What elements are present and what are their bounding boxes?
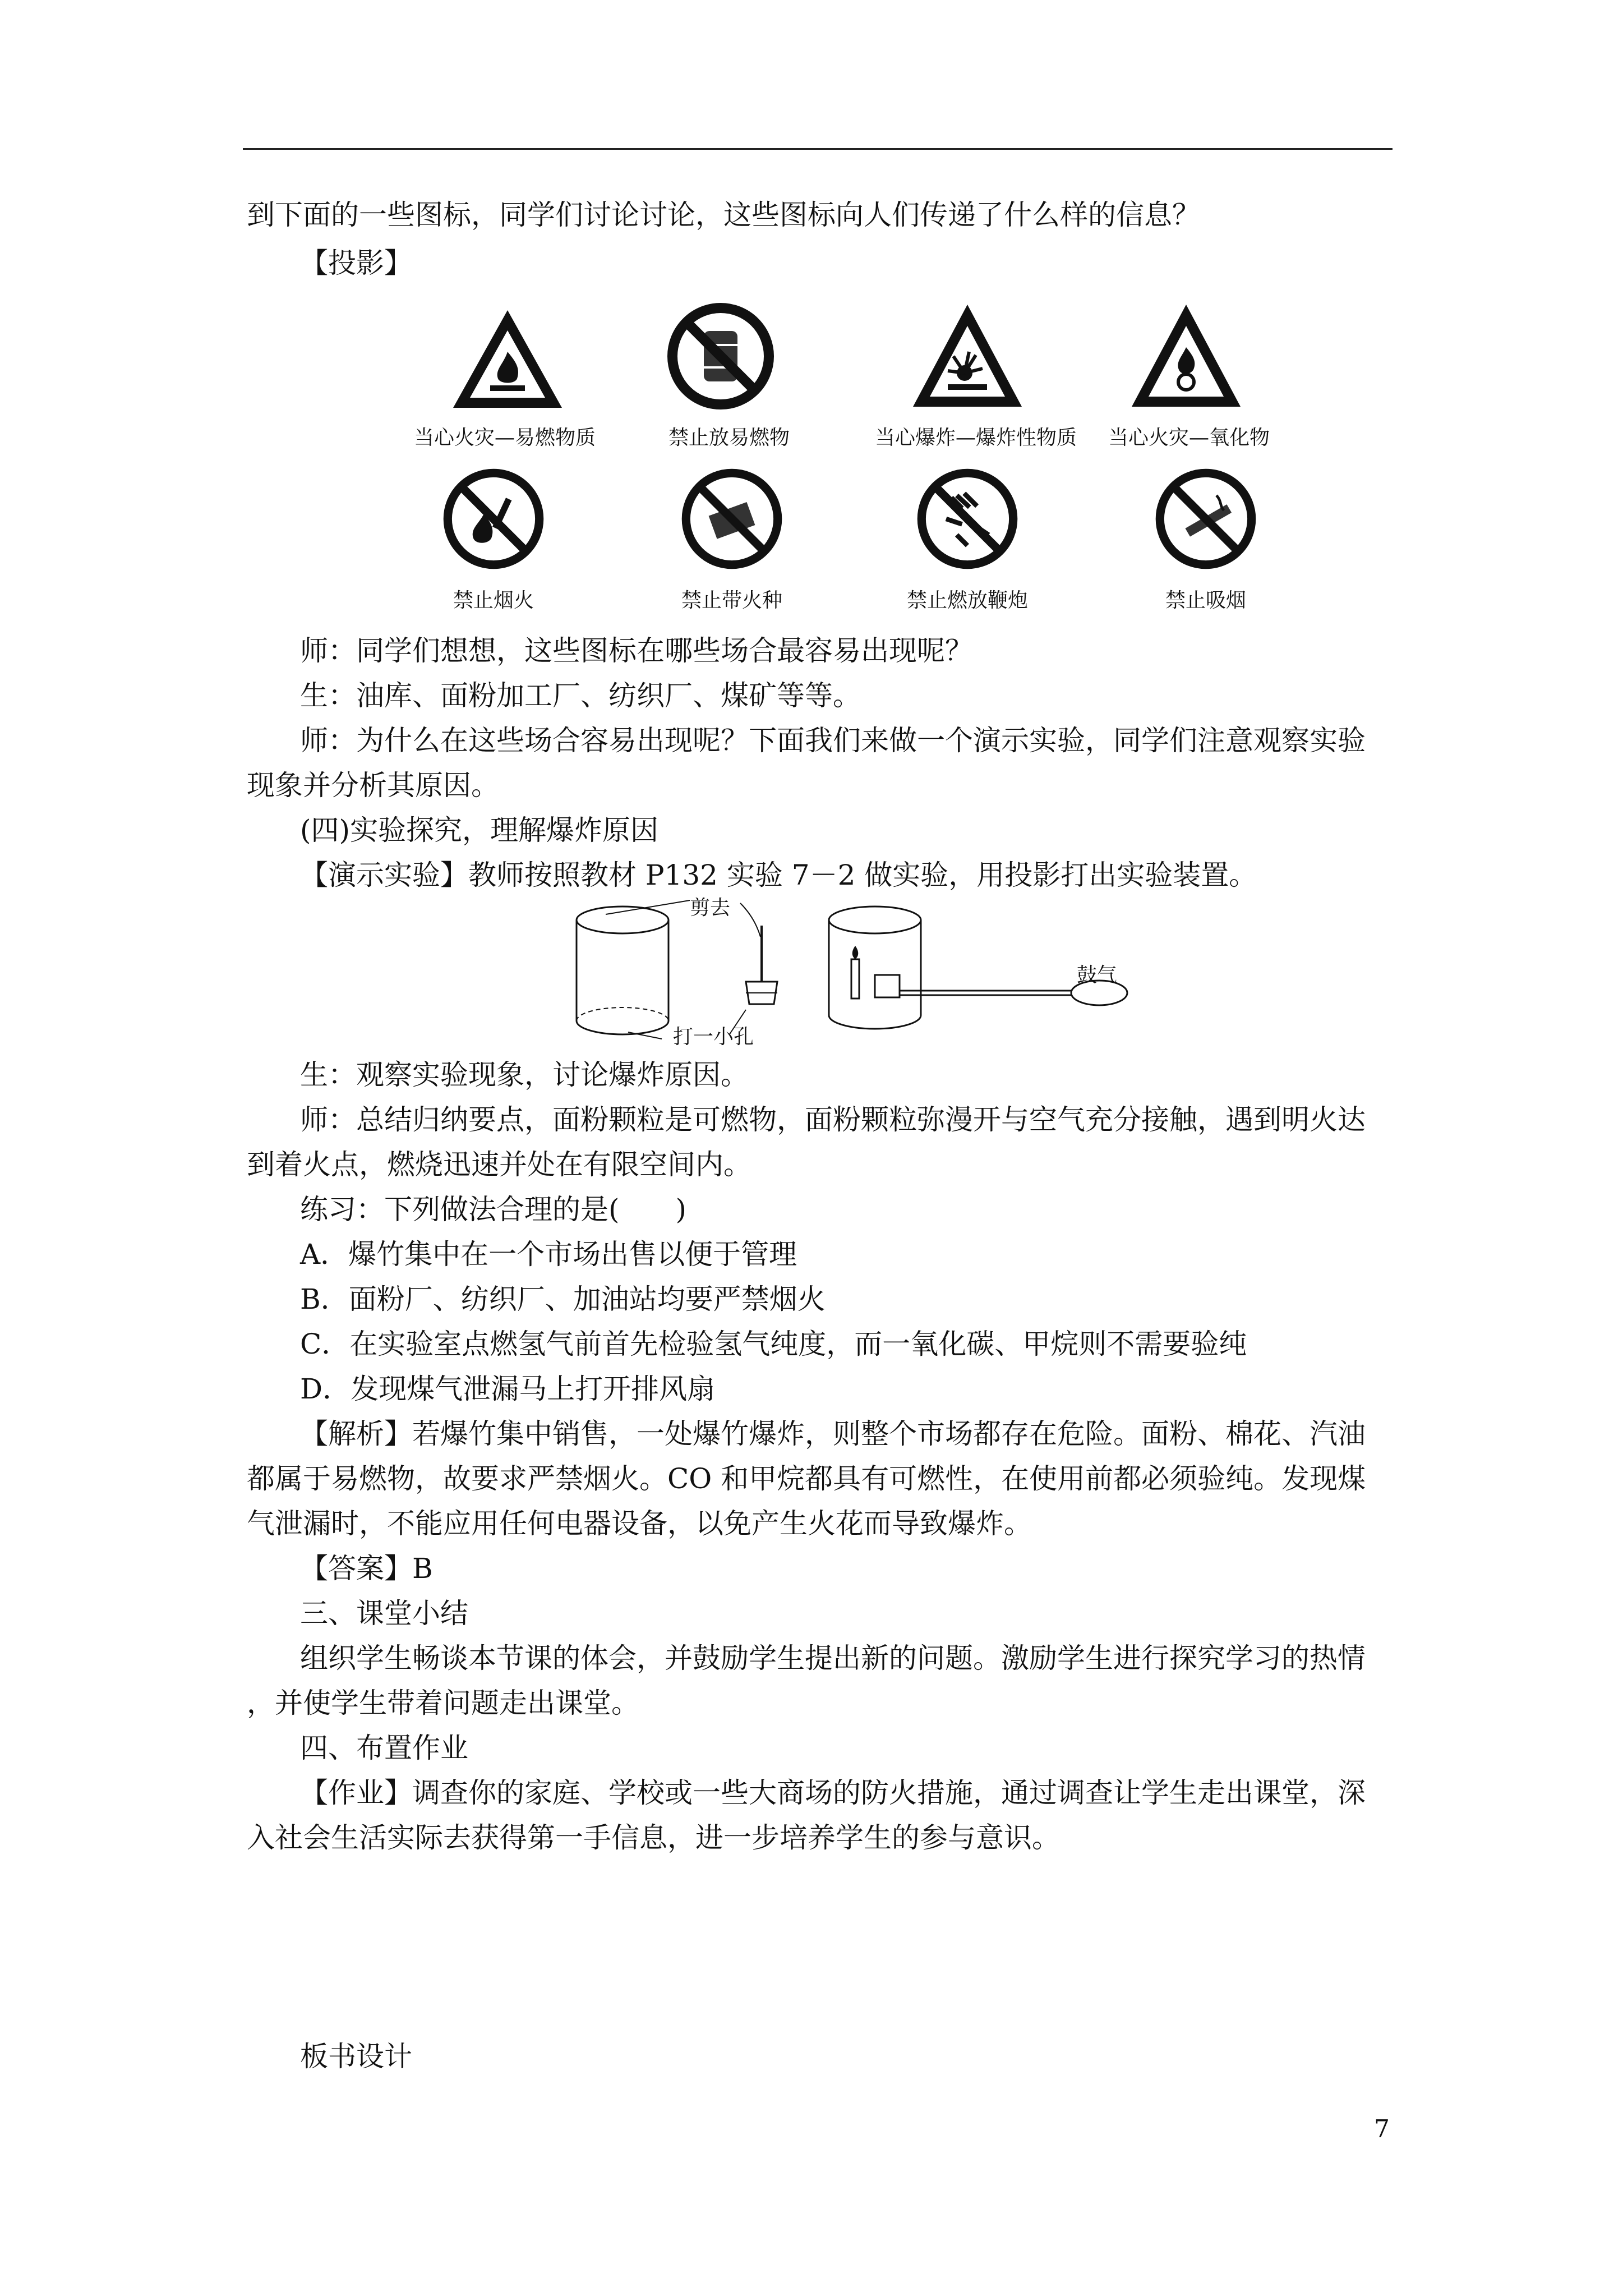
option-c: C．在实验室点燃氢气前首先检验氢气纯度，而一氧化碳、甲烷则不需要验纯: [300, 1328, 1247, 1360]
sign-caption: 禁止带火种: [681, 589, 782, 612]
homework: 【作业】调查你的家庭、学校或一些大商场的防火措施，通过调查让学生走出课堂，深: [300, 1777, 1366, 1809]
sign-caption: 当心爆炸—爆炸性物质: [874, 426, 1077, 449]
no-smoking-icon: [1152, 466, 1259, 572]
analysis: 都属于易燃物，故要求严禁烟火。CO 和甲烷都具有可燃性，在使用前都必须验纯。发现煤: [247, 1462, 1366, 1495]
no-fire-icon: [440, 466, 547, 572]
no-firecrackers-icon: [914, 466, 1021, 572]
paragraph: 师：同学们想想，这些图标在哪些场合最容易出现呢？: [300, 634, 973, 667]
header-rule: [243, 148, 1393, 150]
no-matches-icon: [679, 466, 785, 572]
diagram-label-hole: 打一小孔: [673, 1025, 754, 1048]
analysis: 【解析】若爆竹集中销售，一处爆竹爆炸，则整个市场都存在危险。面粉、棉花、汽油: [300, 1418, 1366, 1450]
explosive-warning-icon: [909, 300, 1026, 412]
sign-caption: 当心火灾—氧化物: [1108, 426, 1270, 449]
paragraph: 现象并分析其原因。: [247, 769, 499, 802]
section-heading: (四)实验探究，理解爆炸原因: [300, 814, 659, 846]
sign-caption: 禁止烟火: [453, 589, 534, 612]
exercise-question: 练习：下列做法合理的是( ): [300, 1193, 687, 1226]
diagram-label-cut: 剪去: [690, 896, 731, 919]
section-heading: 四、布置作业: [300, 1732, 468, 1764]
homework: 入社会生活实际去获得第一手信息，进一步培养学生的参与意识。: [247, 1821, 1060, 1854]
option-a: A．爆竹集中在一个市场出售以便于管理: [300, 1238, 797, 1271]
projection-tag: 【投影】: [300, 247, 412, 279]
oxidizer-warning-icon: [1127, 300, 1245, 412]
sign-caption: 禁止燃放鞭炮: [906, 589, 1028, 612]
option-d: D．发现煤气泄漏马上打开排风扇: [300, 1373, 716, 1405]
sign-caption: 禁止放易燃物: [668, 426, 790, 449]
paragraph: 组织学生畅谈本节课的体会，并鼓励学生提出新的问题。激励学生进行探究学习的热情: [300, 1642, 1366, 1674]
sign-caption: 当心火灾—易燃物质: [413, 426, 596, 449]
analysis: 气泄漏时，不能应用任何电器设备，以免产生火花而导致爆炸。: [247, 1507, 1032, 1540]
answer: 【答案】B: [300, 1552, 433, 1585]
intro-text: 到下面的一些图标，同学们讨论讨论，这些图标向人们传递了什么样的信息？: [247, 199, 1200, 231]
paragraph: ，并使学生带着问题走出课堂。: [247, 1687, 639, 1719]
sign-caption: 禁止吸烟: [1165, 589, 1246, 612]
page-number: 7: [1374, 2115, 1390, 2143]
paragraph: 到着火点，燃烧迅速并处在有限空间内。: [247, 1148, 751, 1181]
paragraph: 师：总结归纳要点，面粉颗粒是可燃物，面粉颗粒弥漫开与空气充分接触，遇到明火达: [300, 1103, 1366, 1136]
experiment-apparatus-diagram: [561, 892, 1150, 1049]
option-b: B．面粉厂、纺织厂、加油站均要严禁烟火: [300, 1283, 826, 1315]
paragraph: 生：观察实验现象，讨论爆炸原因。: [300, 1059, 749, 1091]
paragraph: 生：油库、面粉加工厂、纺织厂、煤矿等等。: [300, 679, 861, 712]
paragraph: 【演示实验】教师按照教材 P132 实验 7－2 做实验，用投影打出实验装置。: [300, 859, 1257, 891]
section-heading: 三、课堂小结: [300, 1597, 468, 1630]
paragraph: 师：为什么在这些场合容易出现呢？下面我们来做一个演示实验，同学们注意观察实验: [300, 724, 1366, 757]
board-design-heading: 板书设计: [300, 2040, 412, 2073]
no-flammables-icon: [665, 300, 777, 412]
diagram-label-blow: 鼓气: [1077, 964, 1118, 987]
flammable-warning-icon: [449, 306, 566, 412]
